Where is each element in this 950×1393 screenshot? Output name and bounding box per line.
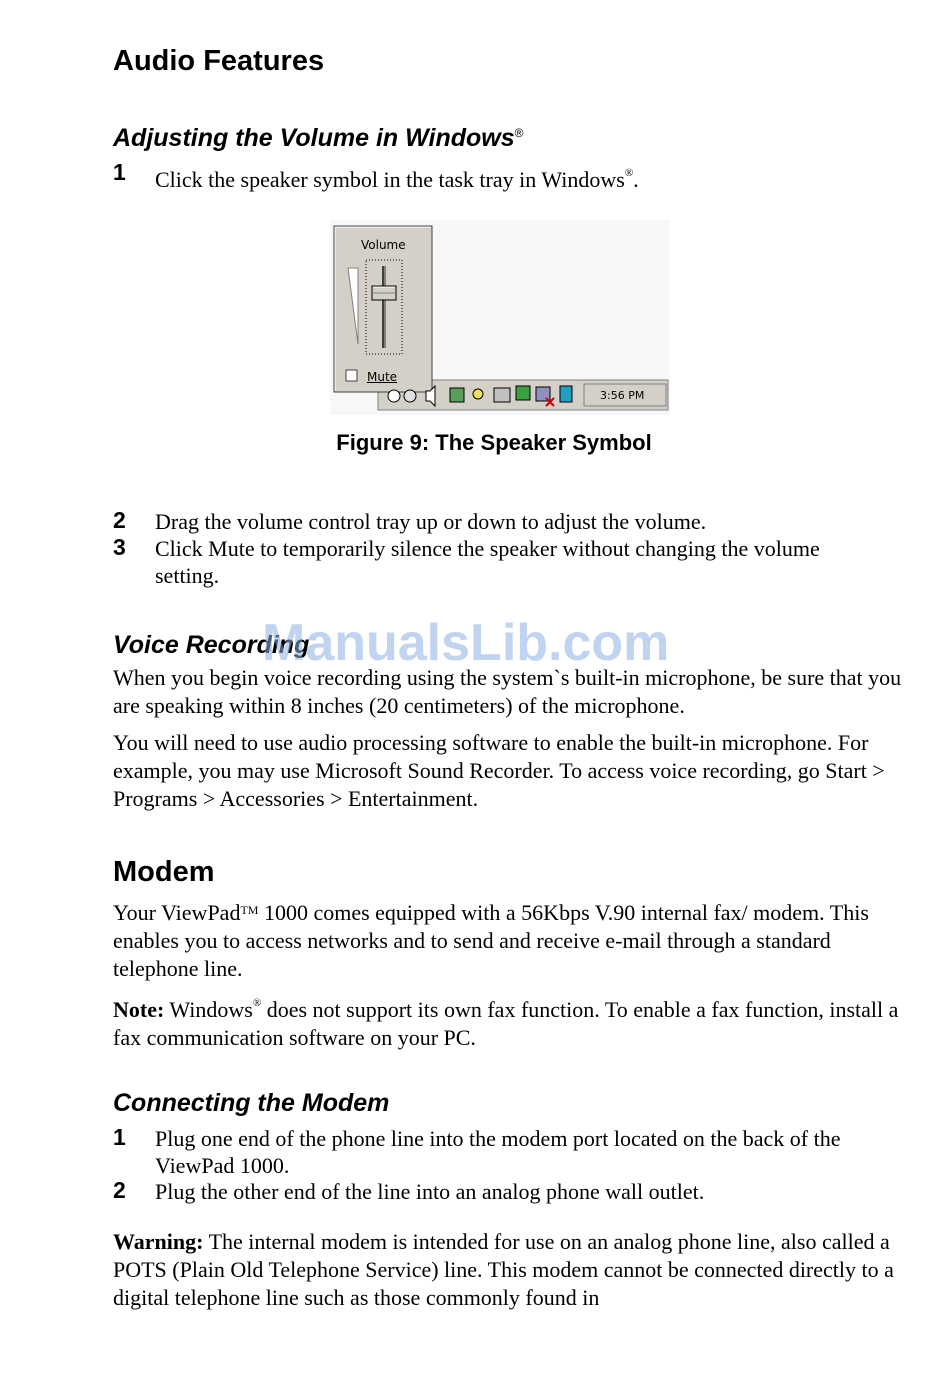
note-text-rest: does not support its own fax function. To enable a fax function, install a fax communication software on your PC. [113,997,899,1050]
step-number: 1 [113,159,126,185]
modem-text-start: Your ViewPad [113,900,241,925]
trademark-mark: TM [240,903,259,917]
step-text: Plug one end of the phone line into the modem port located on the back of the ViewPad 1000. [155,1126,841,1178]
warning-text: The internal modem is intended for use on an analog phone line, also called a POTS (Plain Old Telephone Service) line. This modem cannot be connected directly to a digital telephone line such as those commonly found in [113,1229,894,1310]
modem-text-rest: 1000 comes equipped with a 56Kbps V.90 internal fax/ modem. This enables you to access networks and to send and receive e-mail through a standard telephone line. [113,900,869,981]
figure-caption: Figure 9: The Speaker Symbol [336,430,652,455]
step-number: 1 [113,1124,126,1150]
warning-label: Warning: [113,1229,204,1254]
warning-paragraph [113,1228,908,1312]
subsection-title-voice: Voice Recording [113,631,310,659]
step-text-part: Click the speaker symbol in the task tray in Windows [155,167,625,192]
step-text [155,160,915,193]
subsection-title-volume-text: Adjusting the Volume in Windows [113,124,515,152]
registered-mark: ® [252,997,262,1009]
section-title-audio: Audio Features [113,45,325,77]
step-text: Plug the other end of the line into an analog phone wall outlet. [155,1179,705,1204]
step-number: 3 [113,534,126,560]
note-label: Note: [113,997,165,1022]
registered-mark: ® [514,126,524,140]
step-text-end: . [633,167,639,192]
clock-label: 3:56 PM [600,389,645,402]
step-number: 2 [113,1177,126,1203]
mute-label[interactable]: Mute [367,370,398,384]
registered-mark: ® [624,167,634,179]
subsection-title-connect: Connecting the Modem [113,1089,390,1117]
section-title-modem: Modem [113,856,215,888]
voice-paragraph-1: When you begin voice recording using the system`s built-in microphone, be sure that you are speaking within 8 inches (20 centimeters) of the microphone. [113,665,902,718]
modem-paragraph [113,896,908,983]
note-text-start: Windows [164,997,253,1022]
step-text: Drag the volume control tray up or down to adjust the volume. [155,509,707,534]
note-paragraph [113,989,908,1052]
volume-label: Volume [361,238,406,252]
subsection-title-volume [113,124,523,153]
step-text: Click Mute to temporarily silence the speaker without changing the volume setting. [155,536,820,588]
speaker-symbol-figure [330,220,670,415]
voice-paragraph-2: You will need to use audio processing software to enable the built-in microphone. For example, you may use Microsoft Sound Recorder. To access voice recording, go Start > Programs > Accessories > Entertainment. [113,730,885,811]
step-number: 2 [113,507,126,533]
watermark: ManualsLib.com [262,614,670,672]
